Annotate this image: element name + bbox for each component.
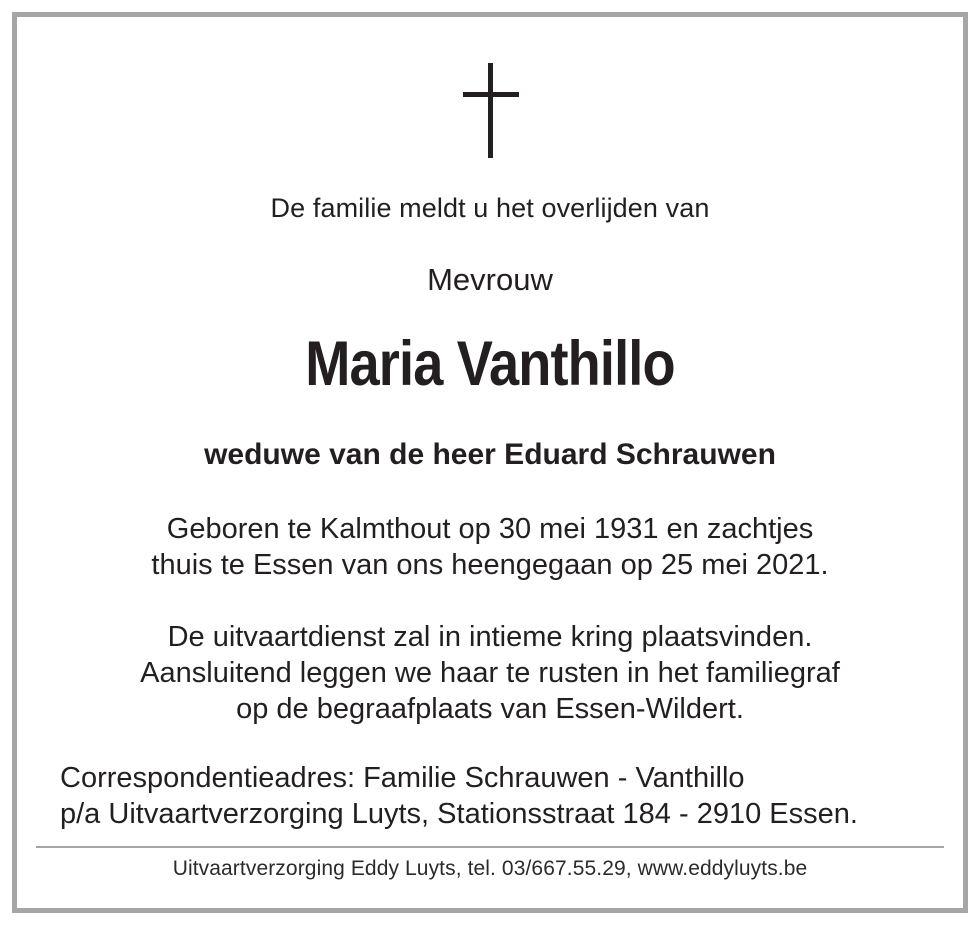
funeral-paragraph — [0, 619, 980, 727]
birth-line: thuis te Essen van ons heengegaan op 25 mei 2021. — [151, 549, 829, 581]
correspondence-address — [60, 760, 858, 832]
intro-text: De familie meldt u het overlijden van — [270, 193, 710, 223]
footer-divider — [36, 846, 944, 848]
cross-icon — [0, 0, 980, 170]
relation-text: weduwe van de heer Eduard Schrauwen — [204, 438, 776, 471]
funeral-line: op de begraafplaats van Essen-Wildert. — [236, 693, 744, 725]
salutation: Mevrouw — [427, 262, 553, 297]
cross-horizontal-bar — [463, 92, 519, 97]
cross-vertical-bar — [488, 63, 493, 158]
funeral-home-footer: Uitvaartverzorging Eddy Luyts, tel. 03/667.55.29, www.eddyluyts.be — [172, 857, 808, 880]
correspondence-line: Correspondentieadres: Familie Schrauwen - Vanthillo — [60, 762, 745, 794]
funeral-line: Aansluitend leggen we haar te rusten in het familiegraf — [140, 657, 840, 689]
funeral-line: De uitvaartdienst zal in intieme kring plaatsvinden. — [167, 621, 813, 653]
birth-line: Geboren te Kalmthout op 30 mei 1931 en zachtjes — [166, 513, 814, 545]
deceased-name: Maria Vanthillo — [305, 329, 675, 399]
correspondence-line: p/a Uitvaartverzorging Luyts, Stationsstraat 184 - 2910 Essen. — [60, 798, 858, 830]
birth-paragraph — [0, 511, 980, 583]
